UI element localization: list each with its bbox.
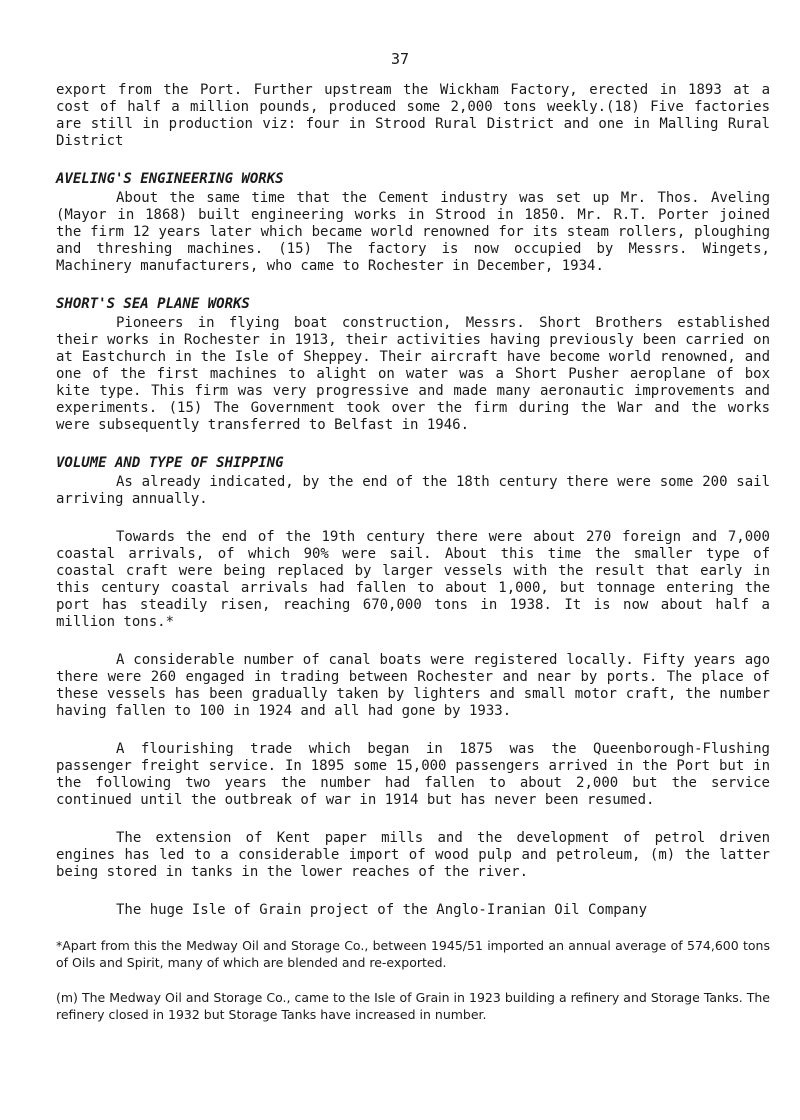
- shipping-paragraph-1: As already indicated, by the end of the 18th century there were some 200 sail arriving annually.: [56, 474, 770, 507]
- aveling-paragraph: About the same time that the Cement industry was set up Mr. Thos. Aveling (Mayor in 1868) built engineering works in Strood in 1850. Mr. R.T. Porter joined the firm 12 years later which became world renowned for its steam rollers, ploughing and threshing machines. (15) The factory is now occupied by Messrs. Wingets, Machinery manufacturers, who came to Rochester in December, 1934.: [56, 190, 770, 274]
- document-page: [56, 82, 770, 1023]
- footnote-m: (m) The Medway Oil and Storage Co., came to the Isle of Grain in 1923 building a refinery and Storage Tanks. The refinery closed in 1932 but Storage Tanks have increased in number.: [56, 990, 770, 1022]
- intro-paragraph: export from the Port. Further upstream the Wickham Factory, erected in 1893 at a cost of half a million pounds, produced some 2,000 tons weekly.(18) Five factories are still in production viz: four in Strood Rural District and one in Malling Rural District: [56, 82, 770, 149]
- section-heading-aveling: AVELING'S ENGINEERING WORKS: [56, 171, 284, 187]
- shipping-paragraph-6: The huge Isle of Grain project of the Anglo-Iranian Oil Company: [116, 902, 648, 918]
- section-heading-short: SHORT'S SEA PLANE WORKS: [56, 296, 250, 312]
- section-heading-shipping: VOLUME AND TYPE OF SHIPPING: [56, 455, 284, 471]
- shipping-paragraph-3: A considerable number of canal boats were registered locally. Fifty years ago there were 260 engaged in trading between Rochester and near by ports. The place of these vessels has been gradually taken by lighters and small motor craft, the number having fallen to 100 in 1924 and all had gone by 1933.: [56, 652, 770, 719]
- shipping-paragraph-5: The extension of Kent paper mills and the development of petrol driven engines has led to a considerable import of wood pulp and petroleum, (m) the latter being stored in tanks in the lower reaches of the river.: [56, 830, 770, 880]
- shipping-paragraph-2: Towards the end of the 19th century there were about 270 foreign and 7,000 coastal arrivals, of which 90% were sail. About this time the smaller type of coastal craft were being replaced by larger vessels with the result that early in this century coastal arrivals had fallen to about 1,000, but tonnage entering the port has steadily risen, reaching 670,000 tons in 1938. It is now about half a million tons.*: [56, 529, 770, 630]
- footnote-star: *Apart from this the Medway Oil and Storage Co., between 1945/51 imported an annual average of 574,600 tons of Oils and Spirit, many of which are blended and re-exported.: [56, 938, 770, 970]
- page-number: 37: [390, 50, 410, 68]
- short-paragraph: Pioneers in flying boat construction, Messrs. Short Brothers established their works in Rochester in 1913, their activities having previously been carried on at Eastchurch in the Isle of Sheppey. Their aircraft have become world renowned, and one of the first machines to alight on water was a Short Pusher aeroplane of box kite type. This firm was very progressive and made many aeronautic improvements and experiments. (15) The Government took over the firm during the War and the works were subsequently transferred to Belfast in 1946.: [56, 315, 770, 433]
- shipping-paragraph-4: A flourishing trade which began in 1875 was the Queenborough-Flushing passenger freight service. In 1895 some 15,000 passengers arrived in the Port but in the following two years the number had fallen to about 2,000 but the service continued until the outbreak of war in 1914 but has never been resumed.: [56, 741, 770, 808]
